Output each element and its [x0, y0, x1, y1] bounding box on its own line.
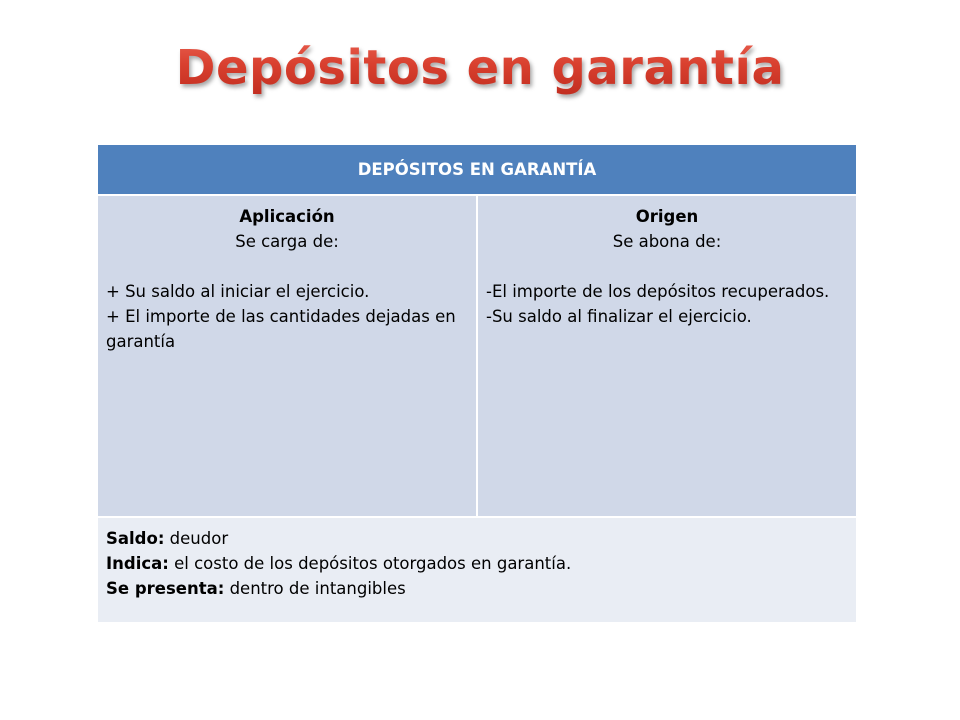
origen-subheading: Se abona de: [612, 232, 722, 251]
saldo-label: Saldo: [106, 529, 165, 548]
aplicacion-items [106, 279, 468, 354]
saldo-value: deudor [164, 529, 229, 548]
account-table-grid [98, 145, 856, 622]
aplicacion-item: + Su saldo al iniciar el ejercicio. [106, 282, 370, 301]
origen-item: -Su saldo al finalizar el ejercicio. [486, 307, 752, 326]
origen-items [486, 279, 848, 329]
origen-item: -El importe de los depósitos recuperados. [486, 282, 830, 301]
presenta-value: dentro de intangibles [224, 579, 406, 598]
indica-line [106, 551, 848, 576]
origen-heading: Origen [635, 207, 699, 226]
table-header [98, 145, 856, 195]
aplicacion-column [98, 195, 477, 517]
aplicacion-heading: Aplicación [239, 207, 335, 226]
slide-title: Depósitos en garantía [0, 28, 960, 108]
account-table [98, 145, 856, 622]
presenta-label: Se presenta: [106, 579, 225, 598]
presenta-line [106, 576, 848, 601]
indica-label: Indica: [106, 554, 169, 573]
table-header-label: DEPÓSITOS EN GARANTÍA [357, 160, 597, 179]
saldo-line [106, 526, 848, 551]
indica-value: el costo de los depósitos otorgados en garantía. [168, 554, 572, 573]
origen-column [477, 195, 856, 517]
summary-cell [98, 517, 856, 622]
aplicacion-item: + El importe de las cantidades dejadas en garantía [106, 307, 456, 351]
aplicacion-subheading: Se carga de: [235, 232, 339, 251]
